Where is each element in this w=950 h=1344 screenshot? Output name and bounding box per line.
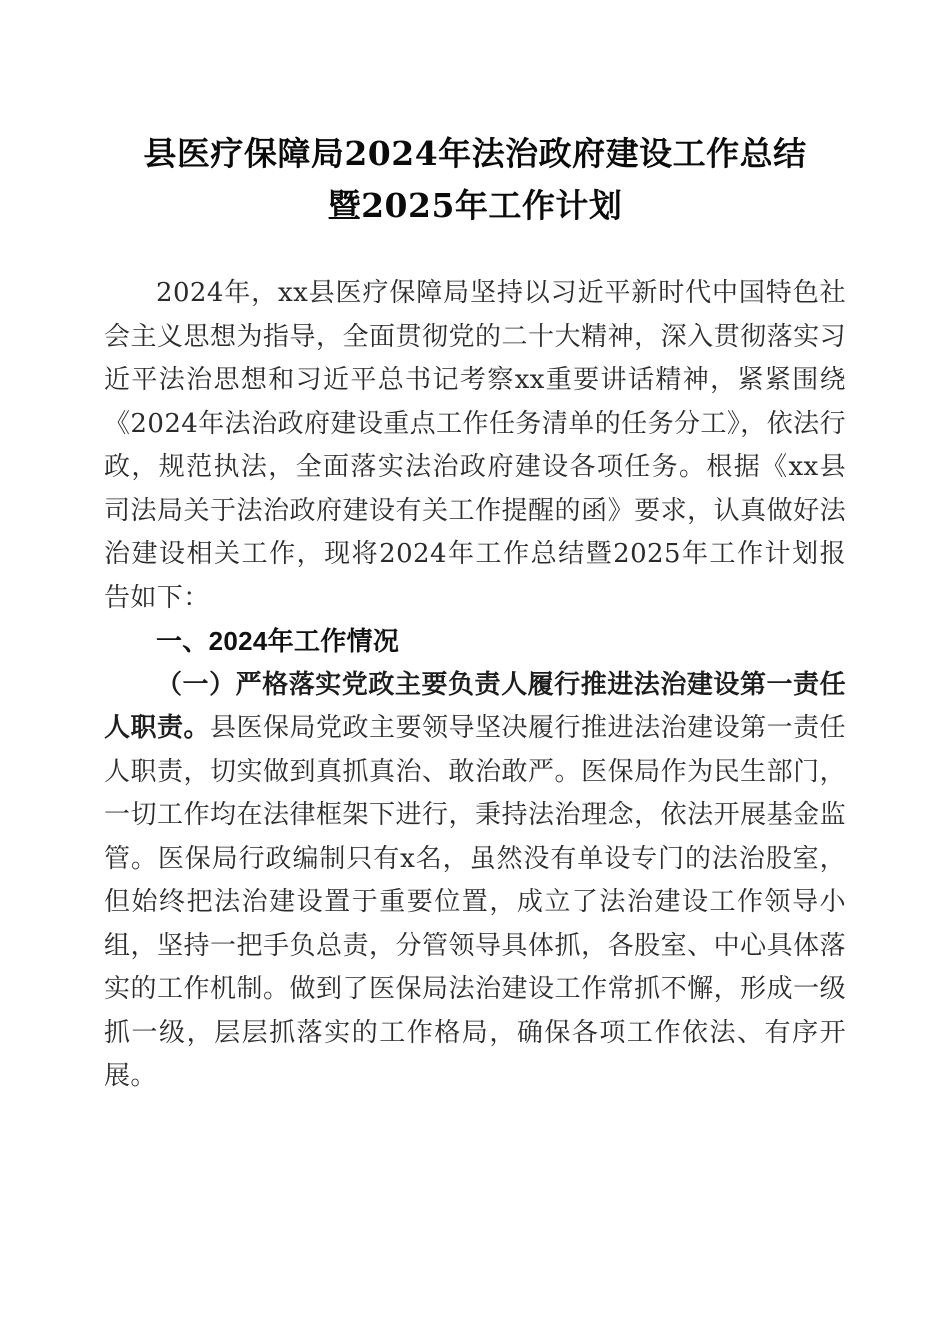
document-body — [104, 272, 846, 1099]
intro-paragraph: 2024年，xx县医疗保障局坚持以习近平新时代中国特色社会主义思想为指导，全面贯彻党的二十大精神，深入贯彻落实习近平法治思想和习近平总书记考察xx重要讲话精神，紧紧围绕《2024年法治政府建设重点工作任务清单的任务分工》，依法行政，规范执法，全面落实法治政府建设各项任务。根据《xx县司法局关于法治政府建设有关工作提醒的函》要求，认真做好法治建设相关工作，现将2024年工作总结暨2025年工作计划报告如下： — [104, 278, 846, 613]
section-heading-1: 一、2024年工作情况 — [156, 626, 400, 656]
document-content — [104, 0, 846, 1099]
subsection-1-lead: （一）严格落实党政主要负责人履行推进法治建设第一责任人职责。 — [104, 669, 846, 743]
subsection-1-body: 县医保局党政主要领导坚决履行推进法治建设第一责任人职责，切实做到真抓真治、敢治敢严。医保局作为民生部门，一切工作均在法律框架下进行，秉持法治理念，依法开展基金监管。医保局行政编制只有x名，虽然没有单设专门的法治股室，但始终把法治建设置于重要位置，成立了法治建设工作领导小组，坚持一把手负总责，分管领导具体抓，各股室、中心具体落实的工作机制。做到了医保局法治建设工作常抓不懈，形成一级抓一级，层层抓落实的工作格局，确保各项工作依法、有序开展。 — [104, 713, 846, 1091]
page-title-line-1: 县医疗保障局2024年法治政府建设工作总结 — [143, 134, 807, 173]
page-title-line-2: 暨2025年工作计划 — [327, 186, 623, 225]
subsection-1-paragraph — [104, 664, 846, 1099]
page-title — [104, 0, 846, 232]
